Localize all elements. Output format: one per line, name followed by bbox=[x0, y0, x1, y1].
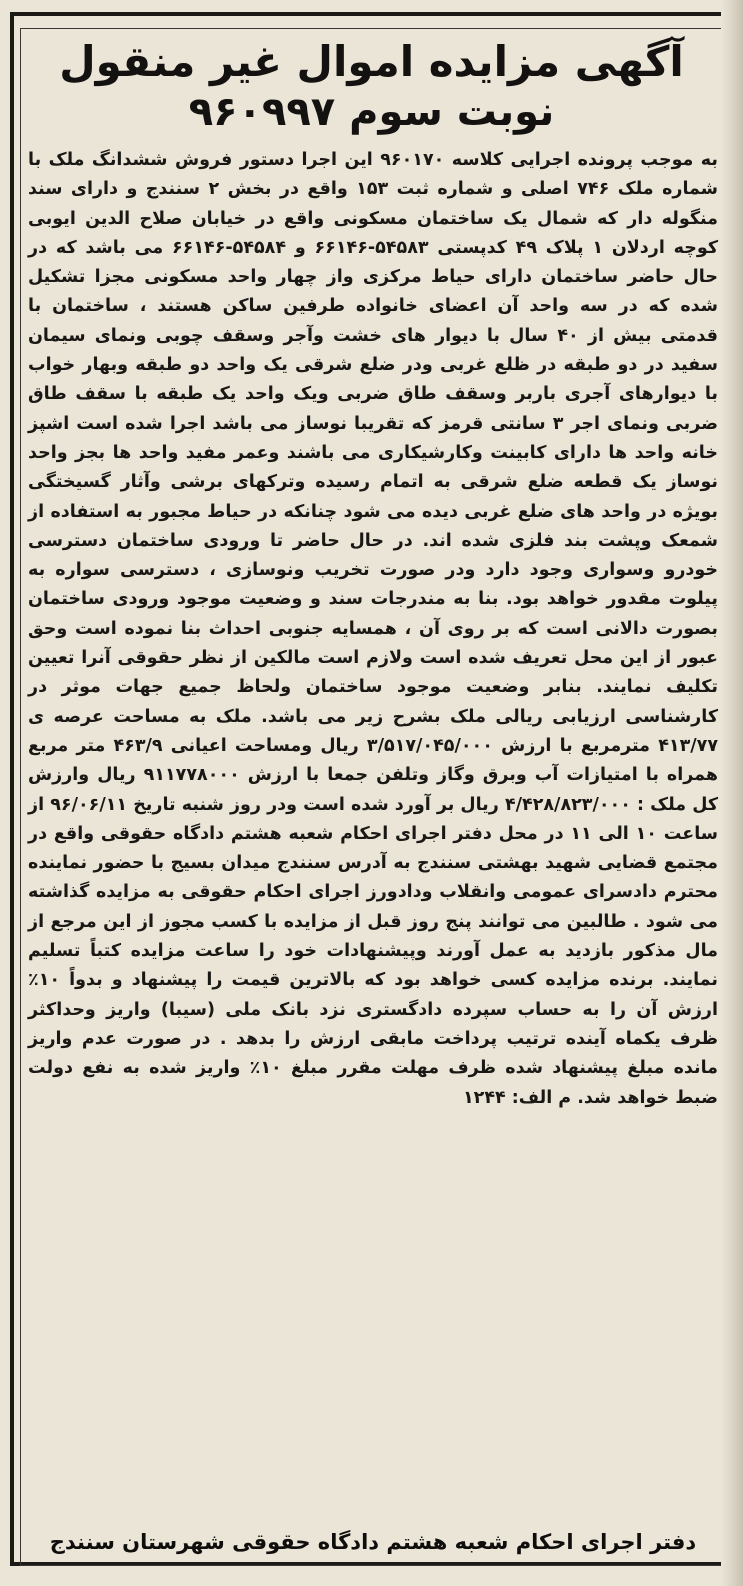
notice-title bbox=[24, 36, 719, 136]
notice-body bbox=[28, 146, 718, 1113]
page-edge-shadow bbox=[721, 0, 743, 1586]
body-paragraph: به موجب پرونده اجرایی کلاسه ۹۶۰۱۷۰ این اجرا دستور فروش ششدانگ ملک با شماره ملک ۷۴۶ اصلی و شماره ثبت ۱۵۳ واقع در بخش ۲ سنندج و دارای سند منگوله دار که شمال یک ساختمان مسکونی واقع در خیابان صلاح الدین ایوبی کوچه اردلان ۱ پلاک ۴۹ کدپستی ۵۴۵۸۳-۶۶۱۴۶ و ۵۴۵۸۴-۶۶۱۴۶ می باشد که در حال حاضر ساختمان دارای حیاط مرکزی واز چهار واحد مسکونی مجزا تشکیل شده که در سه واحد آن اعضای خانواده طرفین ساکن هستند ، ساختمان با قدمتی بیش از ۴۰ سال با دیوار های خشت وآجر وسقف چوبی ونمای سیمان سفید در دو طبقه در ظلع غربی ودر ضلع شرقی یک واحد دو طبقه وبهار خواب با دیوارهای آجری باربر وسقف طاق ضربی ویک واحد یک طبقه با سقف طاق ضربی ونمای اجر ۳ سانتی قرمز که تقریبا نوساز می باشد اجرا شده است اشپز خانه واحد ها دارای کابینت وکارشیکاری می باشند وعمر مفید واحد ها بجز واحد نوساز یک قطعه ضلع شرقی به اتمام رسیده وترکهای برشی وآثار گسیختگی بویژه در واحد های ضلع غربی دیده می شود چنانکه در حیاط مجبور به استفاده از شمعک وپشت بند فلزی شده اند. در حال حاضر تا ورودی ساختمان دسترسی خودرو وسواری وجود دارد ودر صورت تخریب ونوسازی ، دسترسی سواره به پیلوت مقدور خواهد بود. بنا به مندرجات سند و وضعیت موجود ورودی ساختمان بصورت دالانی است که بر روی آن ، همسایه جنوبی احداث بنا نموده است وحق عبور از این محل تعریف شده است ولازم است مالکین از نظر حقوقی آنرا تعیین تکلیف نمایند. بنابر وضعیت موجود ساختمان ولحاظ جمیع جهات موثر در کارشناسی ارزیابی ریالی ملک بشرح زیر می باشد. ملک به مساحت عرصه ی ۴۱۳/۷۷ مترمربع با ارزش ۳/۵۱۷/۰۴۵/۰۰۰ ریال ومساحت اعیانی ۴۶۳/۹ متر مربع همراه با امتیازات آب وبرق وگاز وتلفن جمعا با ارزش ۹۱۱۷۷۸۰۰۰ ریال وارزش کل ملک : ۴/۴۲۸/۸۲۳/۰۰۰ ریال بر آورد شده است ودر روز شنبه تاریخ ۹۶/۰۶/۱۱ از ساعت ۱۰ الی ۱۱ در محل دفتر اجرای احکام شعبه هشتم دادگاه حقوقی واقع در مجتمع قضایی شهید بهشتی سنندج به آدرس سنندج میدان بسیج با حضور نماینده محترم دادسرای عمومی وانقلاب ودادورز اجرای احکام حقوقی به مزایده گذاشته می شود . طالبین می توانند پنج روز قبل از مزایده با کسب مجوز از این مرجع از مال مذکور بازدید به عمل آورند وپیشنهادات خود را ساعت مزایده کتباً تسلیم نمایند. برنده مزایده کسی خواهد بود که بالاترین قیمت را پیشنهاد و بدواً ۱۰٪ ارزش آن را به حساب سپرده دادگستری نزد بانک ملی (سیبا) واریز وحداکثر ظرف یکماه آینده ترتیب پرداخت مابقی ارزش را بدهد . در صورت عدم واریز مانده مبلغ پیشنهاد شده ظرف مهلت مقرر مبلغ ۱۰٪ واریز شده به نفع دولت ضبط خواهد شد. م الف: ۱۲۴۴ bbox=[28, 150, 719, 1108]
issuer-signature: دفتر اجرای احکام شعبه هشتم دادگاه حقوقی شهرستان سنندج bbox=[49, 1530, 697, 1554]
title-line-2: نوبت سوم ۹۶۰۹۹۷ bbox=[188, 89, 555, 135]
title-line-1: آگهی مزایده اموال غیر منقول bbox=[59, 37, 684, 86]
